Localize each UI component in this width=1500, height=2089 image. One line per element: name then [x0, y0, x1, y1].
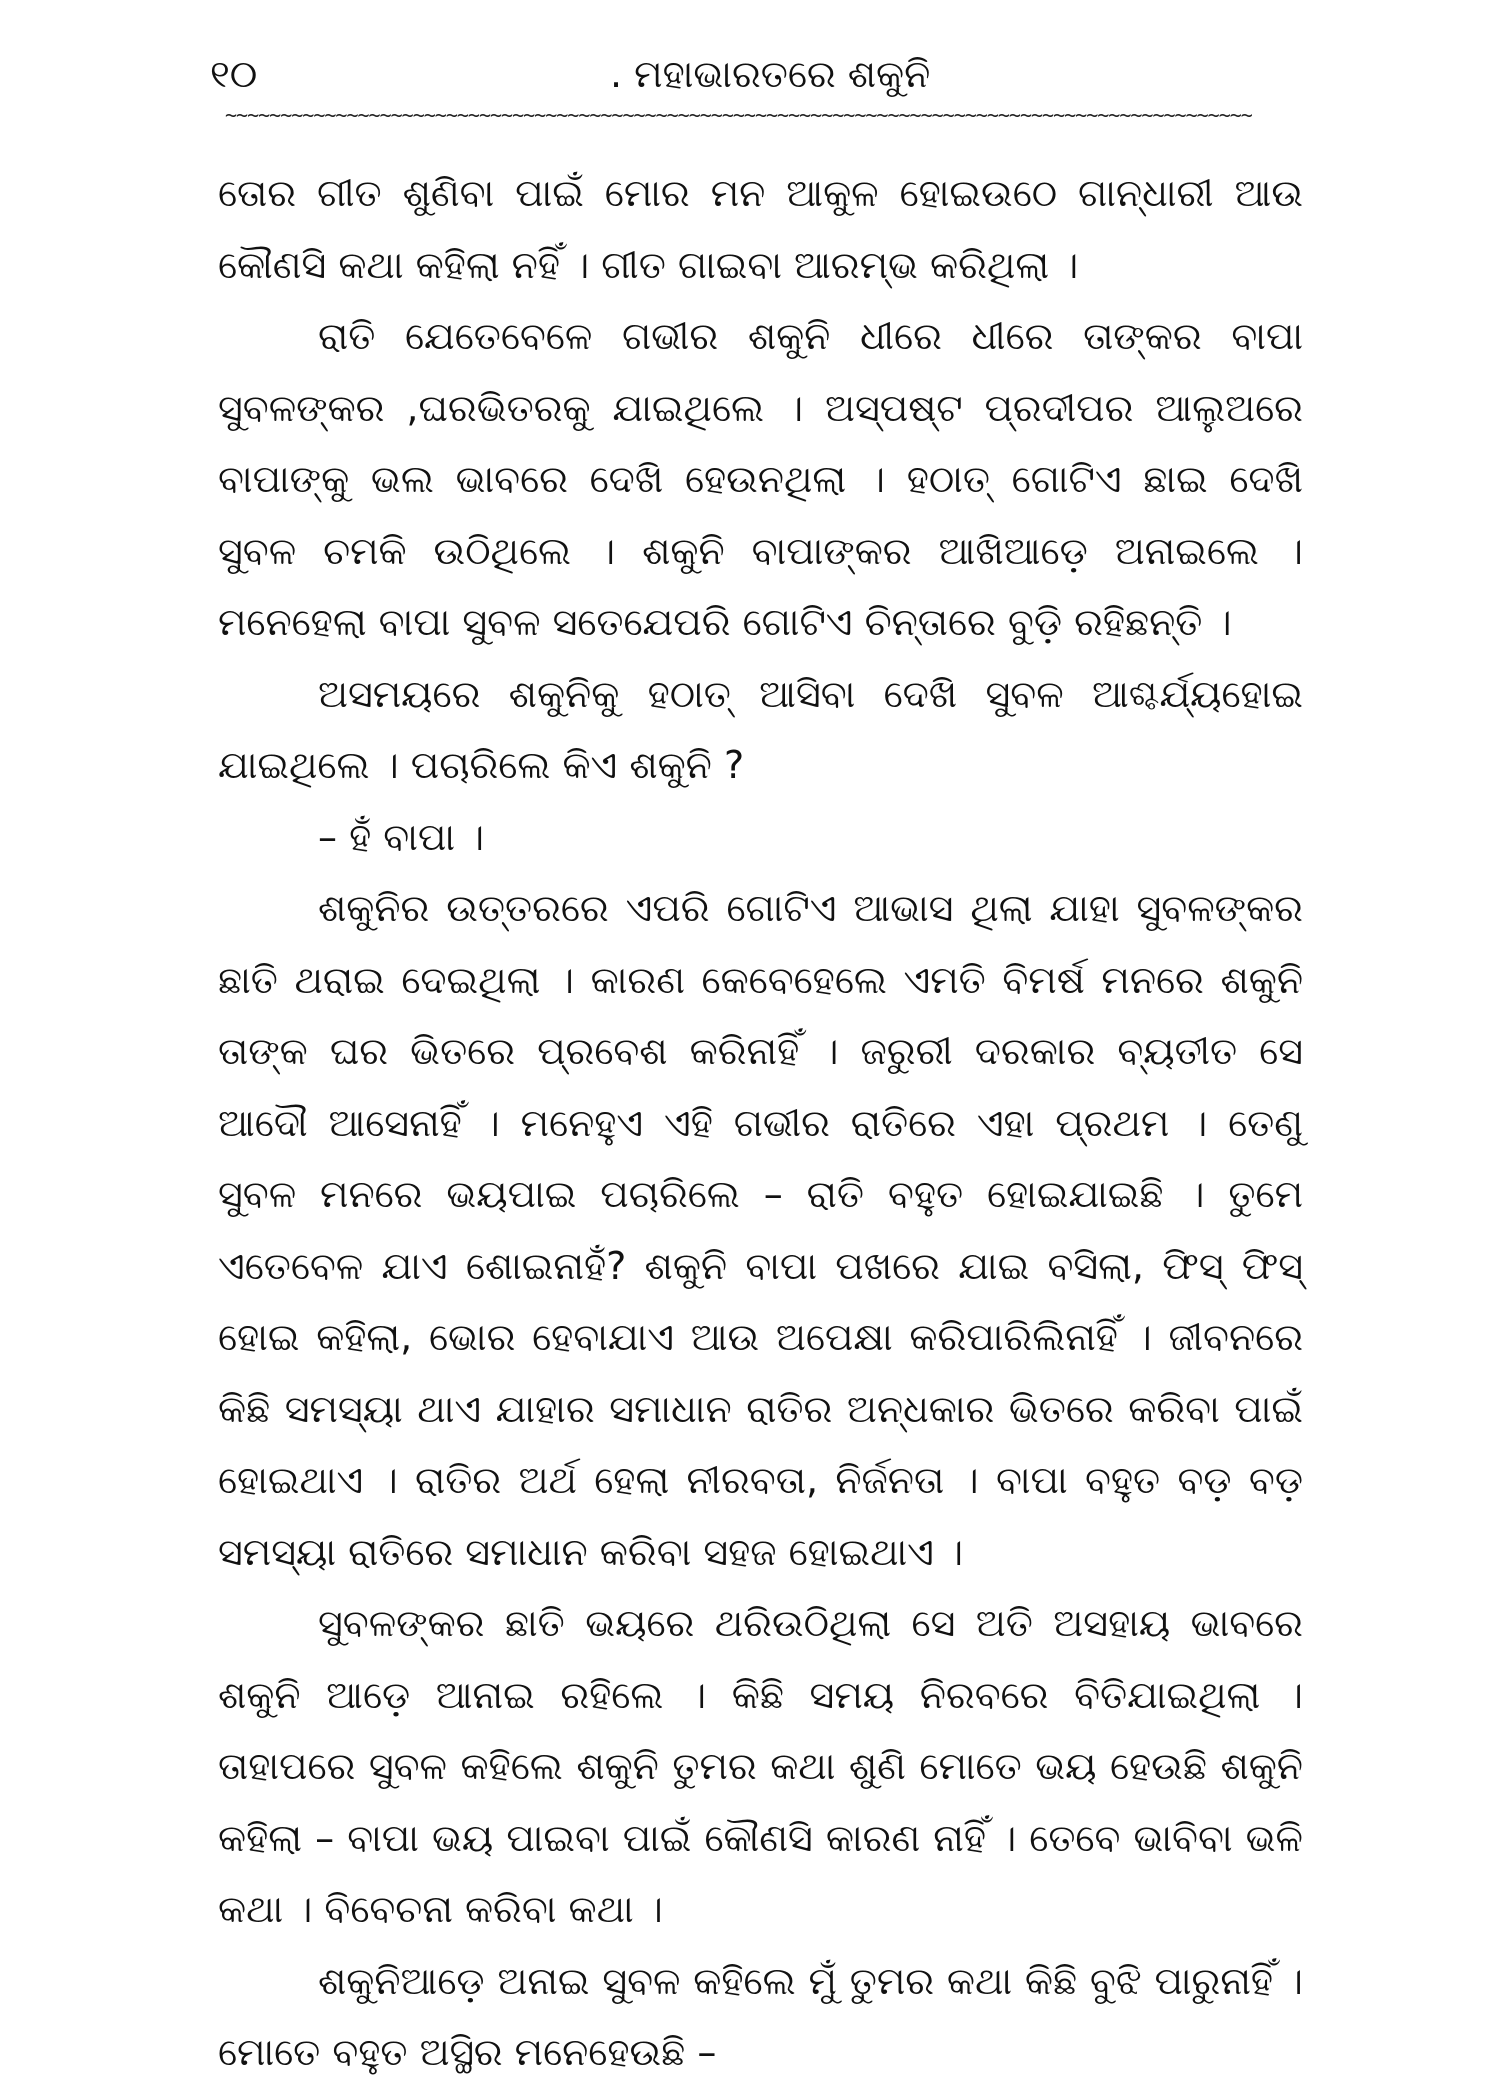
paragraph-dialogue: – ହଁ ବାପା । [318, 814, 485, 859]
paragraph: ଶକୁନିଆଡ଼େ ଅନାଇ ସୁବଳ କହିଲେ ମୁଁ ତୁମର କଥା କିଛି ବୁଝି ପାରୁନାହିଁ । ମୋତେ ବହୁତ ଅସ୍ଥିର ମନେହେଉଛି – [218, 1958, 1303, 2074]
header-tilde-rule: ~~~~~~~~~~~~~~~~~~~~~~~~~~~~~~~~~~~~~~~~~~~~~~~~~~~~~~~~~~~~~~~~~~~~~~~~~~~~~~~~~~~~~~~~~~~~~ [225, 108, 1252, 122]
running-title: . ମହାଭାରତରେ ଶକୁନି [610, 52, 931, 96]
paragraph: ସୁବଳଙ୍କର ଛାତି ଭୟରେ ଥରିଉଠିଥିଲା ସେ ଅତି ଅସହାୟ ଭାବରେ ଶକୁନି ଆଡ଼େ ଆନାଇ ରହିଲେ । କିଛି ସମୟ ନିରବରେ ବିତିଯାଇଥିଲା । ତାହାପରେ ସୁବଳ କହିଲେ ଶକୁନି ତୁମର କଥା ଶୁଣି ମୋତେ ଭୟ ହେଉଛି ଶକୁନି କହିଲା – ବାପା ଭୟ ପାଇବା ପାଇଁ କୌଣସି କାରଣ ନାହିଁ । ତେବେ ଭାବିବା ଭଳି କଥା । ବିବେଚନା କରିବା କଥା । [218, 1601, 1303, 1931]
paragraph: ରାତି ଯେତେବେଳେ ଗଭୀର ଶକୁନି ଧୀରେ ଧୀରେ ତାଙ୍କର ବାପା ସୁବଳଙ୍କର ,ଘରଭିତରକୁ ଯାଇଥିଲେ । ଅସ୍ପଷ୍ଟ ପ୍ରଦୀପର ଆଲୁଅରେ ବାପାଙ୍କୁ ଭଲ ଭାବରେ ଦେଖି ହେଉନଥିଲା । ହଠାତ୍ ଗୋଟିଏ ଛାଇ ଦେଖି ସୁବଳ ଚମକି ଉଠିଥିଲେ । ଶକୁନି ବାପାଙ୍କର ଆଖିଆଡ଼େ ଅନାଇଲେ । ମନେହେଲା ବାପା ସୁବଳ ସତେଯେପରି ଗୋଟିଏ ଚିନ୍ତାରେ ବୁଡ଼ି ରହିଛନ୍ତି । [218, 314, 1303, 644]
body-text [218, 158, 1303, 2089]
paragraph: ଶକୁନିର ଉତ୍ତରରେ ଏପରି ଗୋଟିଏ ଆଭାସ ଥିଲା ଯାହା ସୁବଳଙ୍କର ଛାତି ଥରାଇ ଦେଇଥିଲା । କାରଣ କେବେହେଲେ ଏମତି ବିମର୍ଷ ମନରେ ଶକୁନି ତାଙ୍କ ଘର ଭିତରେ ପ୍ରବେଶ କରିନାହିଁ । ଜରୁରୀ ଦରକାର ବ୍ୟତୀତ ସେ ଆଦୌ ଆସେନାହିଁ । ମନେହୁଏ ଏହି ଗଭୀର ରାତିରେ ଏହା ପ୍ରଥମ । ତେଣୁ ସୁବଳ ମନରେ ଭୟପାଇ ପଚାରିଲେ – ରାତି ବହୁତ ହୋଇଯାଇଛି । ତୁମେ ଏତେବେଳ ଯାଏ ଶୋଇନାହଁ? ଶକୁନି ବାପା ପଖରେ ଯାଇ ବସିଲା, ଫିସ୍ ଫିସ୍ ହୋଇ କହିଲା, ଭୋର ହେବାଯାଏ ଆଉ ଅପେକ୍ଷା କରିପାରିଲିନାହିଁ । ଜୀବନରେ କିଛି ସମସ୍ୟା ଥାଏ ଯାହାର ସମାଧାନ ରାତିର ଅନ୍ଧକାର ଭିତରେ କରିବା ପାଇଁ ହୋଇଥାଏ । ରାତିର ଅର୍ଥ ହେଲା ନୀରବତା, ନିର୍ଜନତା । ବାପା ବହୁତ ବଡ଼ ବଡ଼ ସମସ୍ୟା ରାତିରେ ସମାଧାନ କରିବା ସହଜ ହୋଇଥାଏ । [218, 886, 1303, 1574]
page-number: ୧୦ [210, 52, 258, 96]
paragraph: ଅସମୟରେ ଶକୁନିକୁ ହଠାତ୍ ଆସିବା ଦେଖି ସୁବଳ ଆଶ୍ଚର୍ଯ୍ୟହୋଇ ଯାଇଥିଲେ । ପଚାରିଲେ କିଏ ଶକୁନି ? [218, 671, 1303, 787]
paragraph: ତୋର ଗୀତ ଶୁଣିବା ପାଇଁ ମୋର ମନ ଆକୁଳ ହୋଇଉଠେ ଗାନ୍ଧାରୀ ଆଉ କୌଣସି କଥା କହିଲା ନହିଁ । ଗୀତ ଗାଇବା ଆରମ୍ଭ କରିଥିଲା । [218, 171, 1303, 287]
